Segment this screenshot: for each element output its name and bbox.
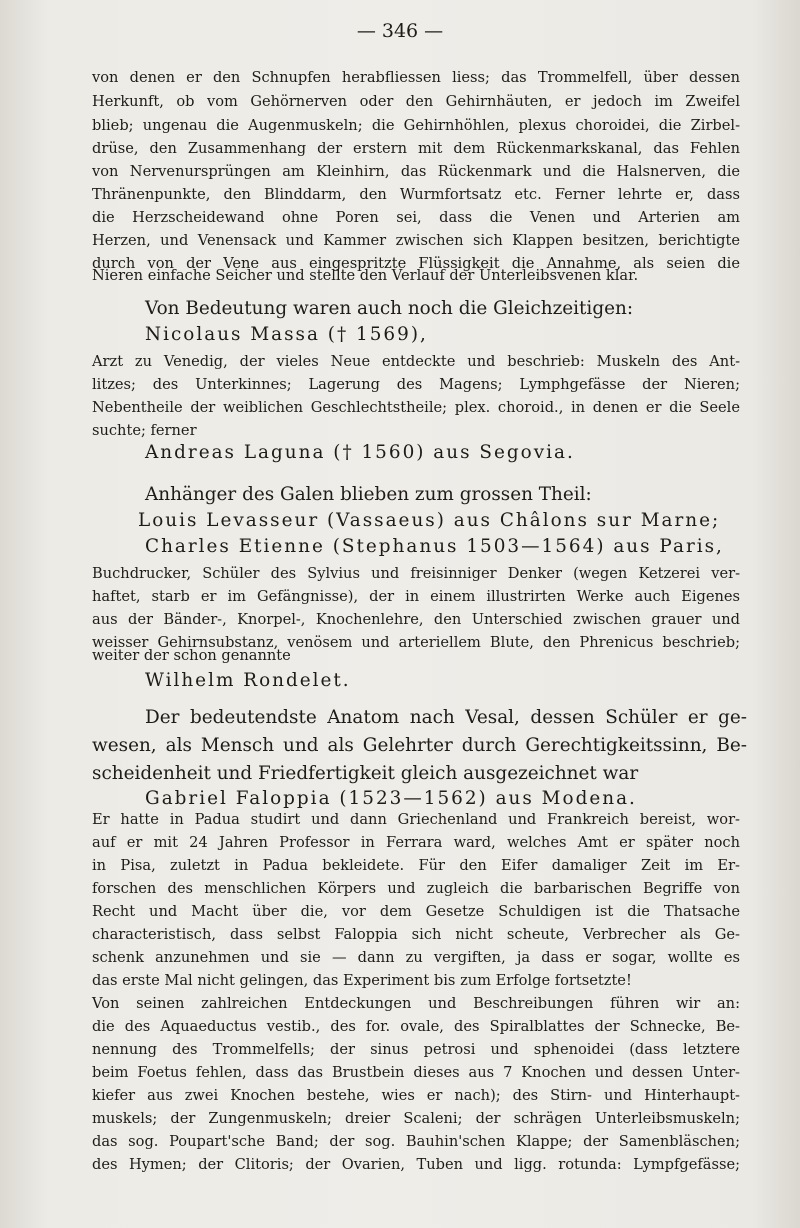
page-number: — 346 —	[356, 20, 444, 42]
text-line: suchte; ferner	[92, 422, 197, 439]
text-line: blieb; ungenau die Augenmuskeln; die Gehirnhöhlen, plexus choroidei, die Zirbel-	[92, 117, 740, 134]
text-line: von denen er den Schnupfen herabfliessen liess; das Trommelfell, über dessen	[92, 69, 740, 86]
text-line: aus der Bänder-, Knorpel-, Knochenlehre, den Unterschied zwischen grauer und	[92, 611, 740, 628]
text-line: haftet, starb er im Gefängnisse), der in einem illustrirten Werke auch Eigenes	[92, 588, 740, 605]
text-line: Herkunft, ob vom Gehörnerven oder den Gehirnhäuten, er jedoch im Zweifel	[92, 93, 740, 110]
text-line: die Herzscheidewand ohne Poren sei, dass die Venen und Arterien am	[92, 209, 740, 226]
text-line: Buchdrucker, Schüler des Sylvius und freisinniger Denker (wegen Ketzerei ver-	[92, 565, 740, 582]
text-line: schenk anzunehmen und sie — dann zu vergiften, ja dass er sogar, wollte es	[92, 949, 740, 966]
person-name: Charles Etienne (Stephanus 1503—1564) aus Paris,	[145, 536, 724, 557]
person-name: Louis Levasseur (Vassaeus) aus Châlons sur Marne;	[138, 510, 721, 531]
text-line: Er hatte in Padua studirt und dann Griechenland und Frankreich bereist, wor-	[92, 811, 740, 828]
person-name: Nicolaus Massa († 1569),	[145, 324, 428, 345]
text-line: weiter der schon genannte	[92, 647, 291, 664]
text-line: des Hymen; der Clitoris; der Ovarien, Tuben und ligg. rotunda: Lympfgefässe;	[92, 1156, 740, 1173]
text-line: kiefer aus zwei Knochen bestehe, wies er nach); des Stirn- und Hinterhaupt-	[92, 1087, 740, 1104]
text-line: nennung des Trommelfells; der sinus petrosi und sphenoidei (dass letztere	[92, 1041, 740, 1058]
text-line: litzes; des Unterkinnes; Lagerung des Magens; Lymphgefässe der Nieren;	[92, 376, 740, 393]
text-line: das erste Mal nicht gelingen, das Experiment bis zum Erfolge fortsetzte!	[92, 972, 632, 989]
text-line: drüse, den Zusammenhang der erstern mit dem Rückenmarkskanal, das Fehlen	[92, 140, 740, 157]
text-line-large: wesen, als Mensch und als Gelehrter durch Gerechtigkeitssinn, Be-	[92, 735, 747, 756]
text-line: Thränenpunkte, den Blinddarm, den Wurmfortsatz etc. Ferner lehrte er, dass	[92, 186, 740, 203]
text-line: Herzen, und Venensack und Kammer zwischen sich Klappen besitzen, berichtigte	[92, 232, 740, 249]
text-line: Arzt zu Venedig, der vieles Neue entdeckte und beschrieb: Muskeln des Ant-	[92, 353, 740, 370]
person-name: Andreas Laguna († 1560) aus Segovia.	[145, 442, 575, 463]
person-name: Wilhelm Rondelet.	[145, 670, 351, 691]
text-line: in Pisa, zuletzt in Padua bekleidete. Für den Eifer damaliger Zeit im Er-	[92, 857, 740, 874]
text-line: die des Aquaeductus vestib., des for. ovale, des Spiralblattes der Schnecke, Be-	[92, 1018, 740, 1035]
text-line: auf er mit 24 Jahren Professor in Ferrara ward, welches Amt er später noch	[92, 834, 740, 851]
text-line: durch von der Vene aus eingespritzte Flüssigkeit die Annahme, als seien die	[92, 255, 740, 272]
text-line-large: scheidenheit und Friedfertigkeit gleich ausgezeichnet war	[92, 763, 639, 784]
section-heading: Anhänger des Galen blieben zum grossen Theil:	[145, 484, 592, 505]
text-line: Recht und Macht über die, vor dem Gesetze Schuldigen ist die Thatsache	[92, 903, 740, 920]
text-line: characteristisch, dass selbst Faloppia sich nicht scheute, Verbrecher als Ge-	[92, 926, 740, 943]
text-line: muskels; der Zungenmuskeln; dreier Scaleni; der schrägen Unterleibsmuskeln;	[92, 1110, 740, 1127]
text-line: Nieren einfache Seicher und stellte den Verlauf der Unterleibsvenen klar.	[92, 267, 639, 284]
text-line: beim Foetus fehlen, dass das Brustbein dieses aus 7 Knochen und dessen Unter-	[92, 1064, 740, 1081]
section-heading: Von Bedeutung waren auch noch die Gleichzeitigen:	[145, 298, 634, 319]
text-line: von Nervenursprüngen am Kleinhirn, das Rückenmark und die Halsnerven, die	[92, 163, 740, 180]
text-line: forschen des menschlichen Körpers und zugleich die barbarischen Begriffe von	[92, 880, 740, 897]
text-line-large: Der bedeutendste Anatom nach Vesal, dessen Schüler er ge-	[145, 707, 747, 728]
text-line: Nebentheile der weiblichen Geschlechtstheile; plex. choroid., in denen er die Seele	[92, 399, 740, 416]
text-line: Von seinen zahlreichen Entdeckungen und Beschreibungen führen wir an:	[92, 995, 740, 1012]
text-line: das sog. Poupart'sche Band; der sog. Bauhin'schen Klappe; der Samenbläschen;	[92, 1133, 740, 1150]
text-line: weisser Gehirnsubstanz, venösem und arteriellem Blute, den Phrenicus beschrieb;	[92, 634, 740, 651]
person-name: Gabriel Faloppia (1523—1562) aus Modena.	[145, 788, 637, 809]
